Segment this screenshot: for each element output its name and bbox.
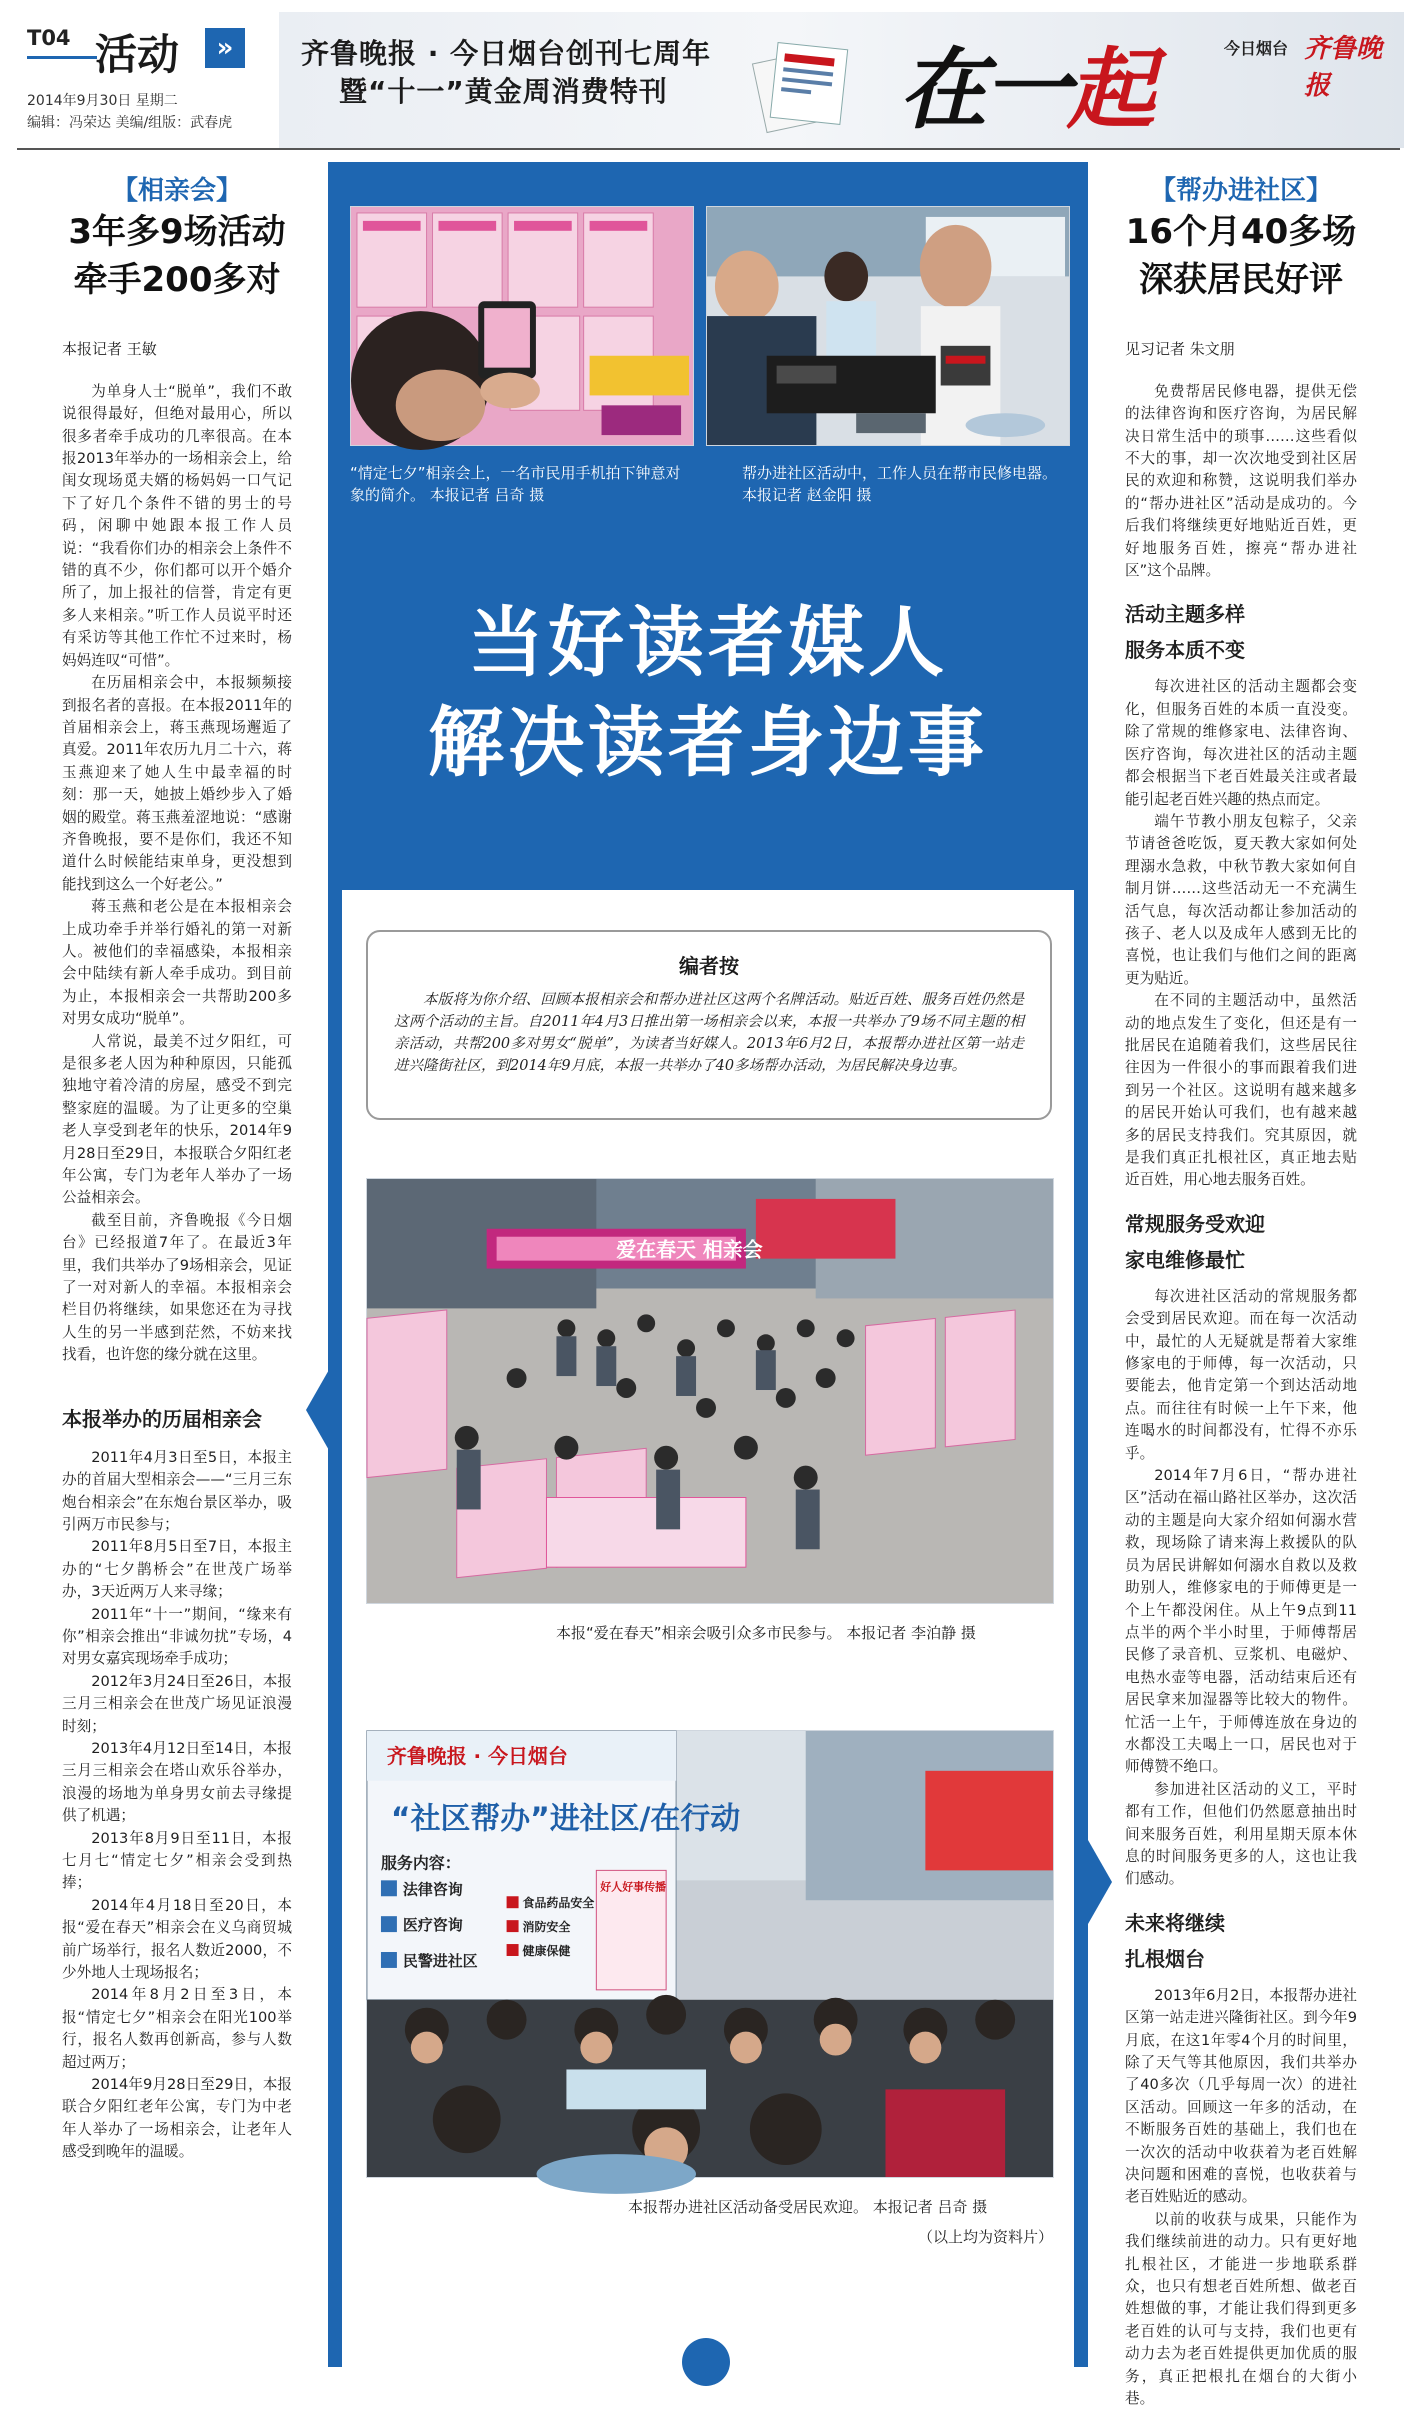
photo3-banner-text: 爱在春天 相亲会 — [616, 1238, 763, 1262]
editors-note-title: 编者按 — [679, 954, 739, 978]
article-matchmaking — [62, 176, 292, 2164]
newspaper-stack-icon — [749, 26, 859, 136]
list-item: 2013年8月9日至11日，本报七月七“情定七夕”相亲会受到热捧； — [62, 1829, 292, 1892]
photo4-service-item: 食品药品安全 — [522, 1896, 595, 1911]
page-number: T04 — [27, 26, 71, 50]
article-paragraph: 2013年6月2日，本报帮办进社区第一站走进兴隆街社区。到今年9月底，在这1年零4个月的时间里，除了天气等其他原因，我们共举办了40多次（几乎每周一次）的进社区活动。回顾这一年多的活动，在不断服务百姓的基础上，我们也在一次次的活动中收获着为老百姓解决问题和困难的喜悦，也收获着与老百姓贴近的感动。 — [1125, 1986, 1357, 2206]
photo4-service-item: 法律咨询 — [402, 1880, 463, 1899]
article-community-service — [1125, 176, 1357, 2411]
list-item: 2014年9月28日至29日，本报联合夕阳红老年公寓，专门为中老年人举办了一场相亲会，让老年人感受到晚年的温暖。 — [62, 2076, 292, 2161]
section-name: 活动 — [95, 30, 180, 79]
photo4-service-item: 民警进社区 — [402, 1951, 478, 1970]
article-paragraph: 免费帮居民修电器，提供无偿的法律咨询和医疗咨询，为居民解决日常生活中的琐事……这些看似不大的事，却一次次地受到社区居民的欢迎和称赞，这说明我们举办的“帮办进社区”活动是成功的。今后我们将继续更好地贴近百姓，更好地服务百姓，擦亮“帮办进社区”这个品牌。 — [1125, 382, 1357, 580]
list-item: 2013年4月12日至14日，本报三月三相亲会在塔山欢乐谷举办，浪漫的场地为单身男女前去寻缘提供了机遇； — [62, 1739, 292, 1825]
article-paragraph: 参加进社区活动的义工，平时都有工作，但他们仍然愿意抽出时间来服务百姓，利用星期天原本休息的时间服务更多的人，这也让我们感动。 — [1125, 1780, 1357, 1888]
subhead-line2: 家电维修最忙 — [1125, 1247, 1245, 1272]
masthead-slogan — [899, 20, 1151, 146]
article-headline-line1: 16个月40多场 — [1125, 212, 1357, 253]
article-paragraph: 每次进社区的活动主题都会变化，但服务百姓的本质一直没变。除了常规的维修家电、法律咨询、医疗咨询，每次进社区的活动主题都会根据当下老百姓最关注或者最能引起老百姓兴趣的热点而定。 — [1125, 678, 1357, 808]
article-byline: 本报记者 王敏 — [62, 340, 157, 359]
photo4-service-item: 好人好事传播 — [600, 1880, 666, 1894]
article-paragraph: 端午节教小朋友包粽子，父亲节请爸爸吃饭，夏天教大家如何处理溺水急救，中秋节教大家如何自制月饼……这些活动无一不充满生活气息，每次活动都让参加活动的孩子、老人以及成年人感到无比的喜悦，也让我们与他们之间的距离更为贴近。 — [1125, 812, 1357, 987]
article-paragraph: 截至目前，齐鲁晚报《今日烟台》已经报道7年了。在最近3年里，我们共举办了9场相亲会，见证了一对对新人的幸福。本报相亲会栏目仍将继续，如果您还在为寻找人生的另一半感到茫然，不妨来找找看，也许您的缘分就在这里。 — [62, 1211, 292, 1364]
left-pointer-decoration — [306, 1368, 330, 1452]
feature-title-line2: 解决读者身边事 — [428, 698, 988, 787]
list-title: 本报举办的历届相亲会 — [62, 1406, 262, 1431]
page-header — [17, 12, 1400, 148]
article-paragraph: 每次进社区活动的常规服务都会受到居民欢迎。而在每一次活动中，最忙的人无疑就是帮着大家维修家电的于师傅，每一次活动，只要能去，他肯定第一个到达活动地点。而往往有时候一上午下来，他连喝水的时间都没有，忙得不亦乐乎。 — [1125, 1287, 1357, 1462]
article-paragraph: 2014年7月6日，“帮办进社区”活动在福山路社区举办，这次活动的主题是向大家介绍如何溺水营救，现场除了请来海上救援队的队员为居民讲解如何溺水自救以及救助别人，维修家电的于师傅更是一个上午都没闲住。从上午9点到11点半的两个半小时里，于师傅帮居民修了录音机、豆浆机、电磁炉、电热水壶等电器，活动结束后还有居民拿来加湿器等比较大的物件。忙活一上午，于师傅连放在身边的水都没工夫喝上一口，居民也对于师傅赞不绝口。 — [1125, 1467, 1357, 1776]
photo4-service-item: 健康保健 — [522, 1944, 571, 1958]
list-item: 2014年8月2日至3日，本报“情定七夕”相亲会在阳光100举行，报名人数再创新高，参与人数超过两万； — [62, 1986, 292, 2071]
photo4-service-item: 医疗咨询 — [402, 1916, 463, 1935]
bottom-dot-decoration — [682, 2338, 730, 2386]
article-paragraph: 在历届相亲会中，本报频频接到报名者的喜报。在本报2011年的首届相亲会上，蒋玉燕现场邂逅了真爱。2011年农历九月二十六，蒋玉燕迎来了她人生中最幸福的时刻：那一天，她披上婚纱步入了婚姻的殿堂。蒋玉燕羞涩地说：“感谢齐鲁晚报，要不是你们，我还不知道什么时候能结束单身，更没想到能找到这么一个好老公。” — [62, 674, 292, 893]
photo-caption: “情定七夕”相亲会上，一名市民用手机拍下钟意对象的简介。 本报记者 吕奇 摄 — [350, 464, 681, 504]
page-number-rule — [27, 56, 97, 59]
photo-matchmaking-phone — [350, 206, 694, 446]
article-kicker: 【帮办进社区】 — [1149, 176, 1332, 206]
editors-note — [366, 930, 1052, 1120]
masthead-slogan-b: 起 — [1067, 37, 1152, 141]
header-divider — [17, 148, 1400, 150]
article-paragraph: 以前的收获与成果，只能作为我们继续前进的动力。只有更好地扎根社区，才能进一步地联系群众，也只有想老百姓所想、做老百姓想做的事，才能让我们得到更多老百姓的认可与支持，我们也更有动力去为老百姓提供更加优质的服务，真正把根扎在烟台的大街小巷。 — [1125, 2210, 1357, 2408]
article-headline-line1: 3年多9场活动 — [68, 212, 286, 253]
article-byline: 见习记者 朱文朋 — [1125, 340, 1235, 359]
list-item: 2011年“十一”期间，“缘来有你”相亲会推出“非诚勿扰”专场，4对男女嘉宾现场牵手成功； — [62, 1605, 292, 1668]
article-headline-line2: 牵手200多对 — [73, 260, 281, 301]
photo-note: （以上均为资料片） — [918, 2228, 1054, 2246]
editors-note-text: 本版将为你介绍、回顾本报相亲会和帮办进社区这两个名牌活动。贴近百姓、服务百姓仍然是这两个活动的主旨。自2011年4月3日推出第一场相亲会以来，本报一共举办了9场不同主题的相亲活动，共帮200多对男女“脱单”，为读者当好媒人。2013年6月2日，本报帮办进社区第一站走进兴隆街社区，到2014年9月底，本报一共举办了40多场帮办活动，为居民解决身边事。 — [394, 992, 1024, 1074]
masthead-slogan-a: 在一 — [899, 37, 1068, 141]
photo4-service-item: 消防安全 — [522, 1920, 571, 1935]
photo-caption: 本报帮办进社区活动备受居民欢迎。 本报记者 吕奇 摄 — [628, 2198, 988, 2216]
section-chevron-icon: » — [205, 28, 245, 68]
article-paragraph: 在不同的主题活动中，虽然活动的地点发生了变化，但还是有一批居民在追随着我们，这些居民往往因为一件很小的事而跟着我们进到另一个社区。这说明有越来越多的居民开始认可我们，也有越来越多的居民支持我们。究其原因，就是我们真正扎根社区，真正地去贴近百姓，用心地去服务百姓。 — [1125, 992, 1357, 1189]
right-pointer-decoration — [1088, 1840, 1112, 1924]
masthead-banner — [279, 12, 1404, 148]
photo-repair-service — [706, 206, 1070, 446]
article-paragraph: 蒋玉燕和老公是在本报相亲会上成功牵手并举行婚礼的第一对新人。被他们的幸福感染，本报相亲会中陆续有新人牵手成功。到目前为止，本报相亲会一共帮助200多对男女成功“脱单”。 — [62, 898, 292, 1028]
photo-community-event — [366, 1730, 1054, 2178]
subhead-line1: 未来将继续 — [1125, 1910, 1225, 1935]
photo4-banner-logo: 齐鲁晚报 · 今日烟台 — [386, 1744, 568, 1768]
masthead-title-line1: 齐鲁晚报 · 今日烟台创刊七周年 — [301, 37, 712, 70]
subhead-line2: 服务本质不变 — [1125, 638, 1245, 663]
feature-title-line1: 当好读者媒人 — [468, 598, 948, 687]
newspaper-logo: 齐鲁晚报 — [1304, 34, 1383, 101]
list-item: 2011年8月5日至7日，本报主办的“七夕鹊桥会”在世茂广场举办，3天近两万人来寻缘； — [62, 1538, 292, 1601]
photo-caption: 帮办进社区活动中，工作人员在帮市民修电器。 本报记者 赵金阳 摄 — [742, 464, 1058, 504]
article-headline-line2: 深获居民好评 — [1139, 260, 1343, 301]
article-kicker: 【相亲会】 — [111, 176, 242, 206]
subhead-line1: 活动主题多样 — [1125, 602, 1245, 627]
issue-date: 2014年9月30日 星期二 — [27, 93, 178, 109]
photo4-banner-title: “社区帮办”进社区/在行动 — [390, 1801, 741, 1837]
photo-caption: 本报“爱在春天”相亲会吸引众多市民参与。 本报记者 李泊静 摄 — [556, 1624, 976, 1642]
editors-credit: 编辑：冯荣达 美编/组版：武春虎 — [27, 115, 233, 131]
article-paragraph: 为单身人士“脱单”，我们不敢说很得最好，但绝对最用心，所以很多者牵手成功的几率很高。在本报2013年举办的一场相亲会上，给闺女现场觅夫婿的杨妈妈一口气记下了好几个条件不错的男士的号码，闲聊中她跟本报工作人员说：“我看你们办的相亲会上条件不错的真不少，你们都可以开个婚介所了，加上报社的信誉，肯定有更多人来相亲。”听工作人员说平时还有采访等其他工作忙不过来时，杨妈妈连叹“可惜”。 — [62, 382, 292, 669]
masthead-title-line2: 暨“十一”黄金周消费特刊 — [339, 75, 668, 108]
logo-subtitle: 今日烟台 — [1224, 39, 1289, 58]
list-item: 2011年4月3日至5日，本报主办的首届大型相亲会——“三月三东炮台相亲会”在东炮台景区举办，吸引两万市民参与； — [62, 1448, 292, 1533]
list-item: 2014年4月18日至20日，本报“爱在春天”相亲会在义乌商贸城前广场举行，报名人数近2000，不少外地人士现场报名； — [62, 1896, 292, 1982]
photo-spring-fair — [366, 1178, 1054, 1604]
photo4-services-title: 服务内容： — [380, 1853, 461, 1873]
article-paragraph: 人常说，最美不过夕阳红，可是很多老人因为种种原因，只能孤独地守着冷清的房屋，感受不到完整家庭的温暖。为了让更多的空巢老人享受到老年的快乐，2014年9月28日至29日，本报联合夕阳红老年公寓，专门为老年人举办了一场公益相亲会。 — [62, 1032, 292, 1207]
list-item: 2012年3月24日至26日，本报三月三相亲会在世茂广场见证浪漫时刻； — [62, 1672, 292, 1735]
subhead-line1: 常规服务受欢迎 — [1125, 1211, 1265, 1236]
subhead-line2: 扎根烟台 — [1125, 1946, 1205, 1971]
